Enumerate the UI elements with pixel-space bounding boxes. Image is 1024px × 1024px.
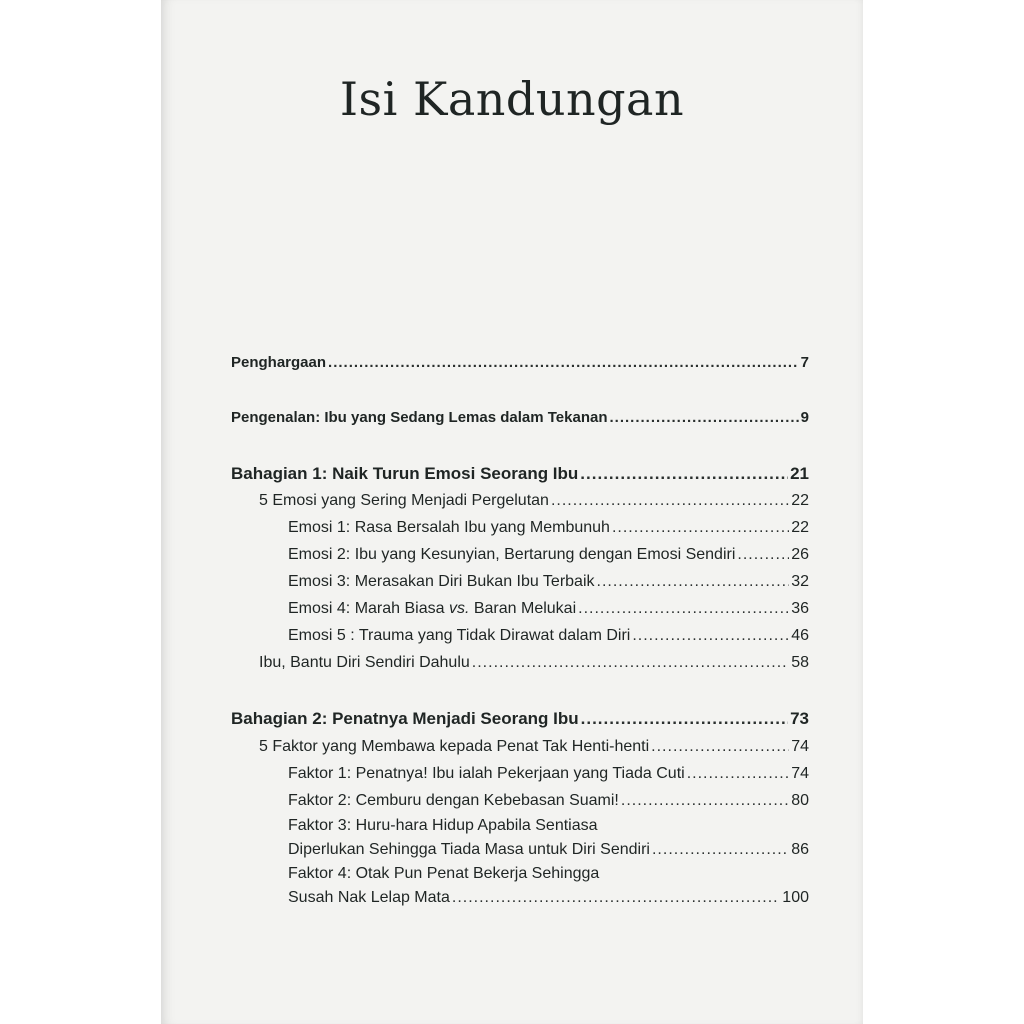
toc-entry-faktor-1 — [288, 763, 809, 785]
toc-leader-dots — [472, 652, 789, 674]
toc-entry-emosi-1 — [288, 517, 809, 539]
toc-leader-dots — [580, 463, 788, 485]
toc-leader-dots — [612, 517, 789, 539]
toc-leader-dots — [328, 352, 799, 374]
toc-entry-label: Ibu, Bantu Diri Sendiri Dahulu — [259, 654, 470, 671]
toc-entry-label: 5 Faktor yang Membawa kepada Penat Tak Henti-henti — [259, 738, 650, 755]
toc-page-number: 86 — [791, 841, 809, 858]
toc-entry-emosi-3 — [288, 571, 809, 593]
toc-page-number: 74 — [791, 738, 809, 755]
toc-entry-emosi-4 — [288, 598, 809, 620]
toc-leader-dots — [452, 887, 780, 909]
toc-entry-label: Bahagian 2: Penatnya Menjadi Seorang Ibu — [231, 709, 579, 728]
toc-entry-faktor-4 — [288, 887, 809, 909]
toc-page-number: 100 — [782, 889, 809, 906]
toc-page-number: 58 — [791, 654, 809, 671]
toc-leader-dots — [597, 571, 790, 593]
toc-entry-bahagian-2 — [231, 708, 809, 730]
toc-entry-label: Emosi 1: Rasa Bersalah Ibu yang Membunuh — [288, 519, 610, 536]
toc-page-number: 9 — [800, 409, 809, 426]
toc-entry-label: Penghargaan — [231, 354, 327, 371]
toc-entry-bahagian-1 — [231, 463, 809, 485]
toc-leader-dots — [737, 544, 789, 566]
toc-page-number: 22 — [791, 492, 809, 509]
toc-entry-ibu-bantu-diri — [259, 652, 809, 674]
toc-entry-label: Emosi 5 : Trauma yang Tidak Dirawat dalam Diri — [288, 627, 631, 644]
toc-leader-dots — [610, 407, 799, 429]
toc-page-number: 22 — [791, 519, 809, 536]
toc-leader-dots — [632, 625, 789, 647]
toc-entry-label: Faktor 2: Cemburu dengan Kebebasan Suami! — [288, 792, 619, 809]
toc-entry-faktor-3-line1: Faktor 3: Huru-hara Hidup Apabila Sentiasa — [288, 817, 598, 834]
toc-leader-dots — [581, 708, 788, 730]
toc-entry-label-post: Baran Melukai — [469, 600, 577, 617]
toc-leader-dots — [652, 839, 789, 861]
toc-page-number: 46 — [791, 627, 809, 644]
toc-leader-dots — [687, 763, 790, 785]
toc-entry-5-faktor — [259, 736, 809, 758]
toc-page-number: 74 — [791, 765, 809, 782]
toc-leader-dots — [621, 790, 789, 812]
toc-page-number: 36 — [791, 600, 809, 617]
toc-entry-5-emosi — [259, 490, 809, 512]
toc-entry-faktor-4-line1: Faktor 4: Otak Pun Penat Bekerja Sehingga — [288, 865, 600, 882]
toc-entry-emosi-2 — [288, 544, 809, 566]
toc-leader-dots — [551, 490, 789, 512]
toc-page-number: 7 — [800, 354, 809, 371]
toc-entry-label-italic: vs. — [448, 600, 470, 617]
toc-page-number: 73 — [790, 709, 809, 728]
toc-leader-dots — [578, 598, 789, 620]
toc-entry-label: Susah Nak Lelap Mata — [288, 889, 450, 906]
toc-entry-faktor-3 — [288, 839, 809, 861]
toc-entry-penghargaan — [231, 352, 809, 374]
toc-entry-label: 5 Emosi yang Sering Menjadi Pergelutan — [259, 492, 549, 509]
toc-entry-label: Emosi 2: Ibu yang Kesunyian, Bertarung dengan Emosi Sendiri — [288, 546, 736, 563]
toc-entry-label — [288, 598, 576, 620]
toc-entry-faktor-2 — [288, 790, 809, 812]
toc-page-number: 26 — [791, 546, 809, 563]
toc-entry-label: Pengenalan: Ibu yang Sedang Lemas dalam Tekanan — [231, 409, 608, 426]
toc-page-number: 80 — [791, 792, 809, 809]
toc-leader-dots — [651, 736, 789, 758]
toc-entry-label: Bahagian 1: Naik Turun Emosi Seorang Ibu — [231, 464, 579, 483]
toc-entry-label-pre: Emosi 4: Marah Biasa — [288, 600, 449, 617]
toc-entry-emosi-5 — [288, 625, 809, 647]
toc-entry-label: Faktor 1: Penatnya! Ibu ialah Pekerjaan yang Tiada Cuti — [288, 765, 685, 782]
toc-page-number: 21 — [790, 464, 809, 483]
page-title: Isi Kandungan — [339, 72, 685, 126]
toc-entry-label: Diperlukan Sehingga Tiada Masa untuk Diri Sendiri — [288, 841, 650, 858]
toc-page-number: 32 — [791, 573, 809, 590]
toc-entry-pengenalan — [231, 407, 809, 429]
toc-entry-label: Emosi 3: Merasakan Diri Bukan Ibu Terbaik — [288, 573, 595, 590]
